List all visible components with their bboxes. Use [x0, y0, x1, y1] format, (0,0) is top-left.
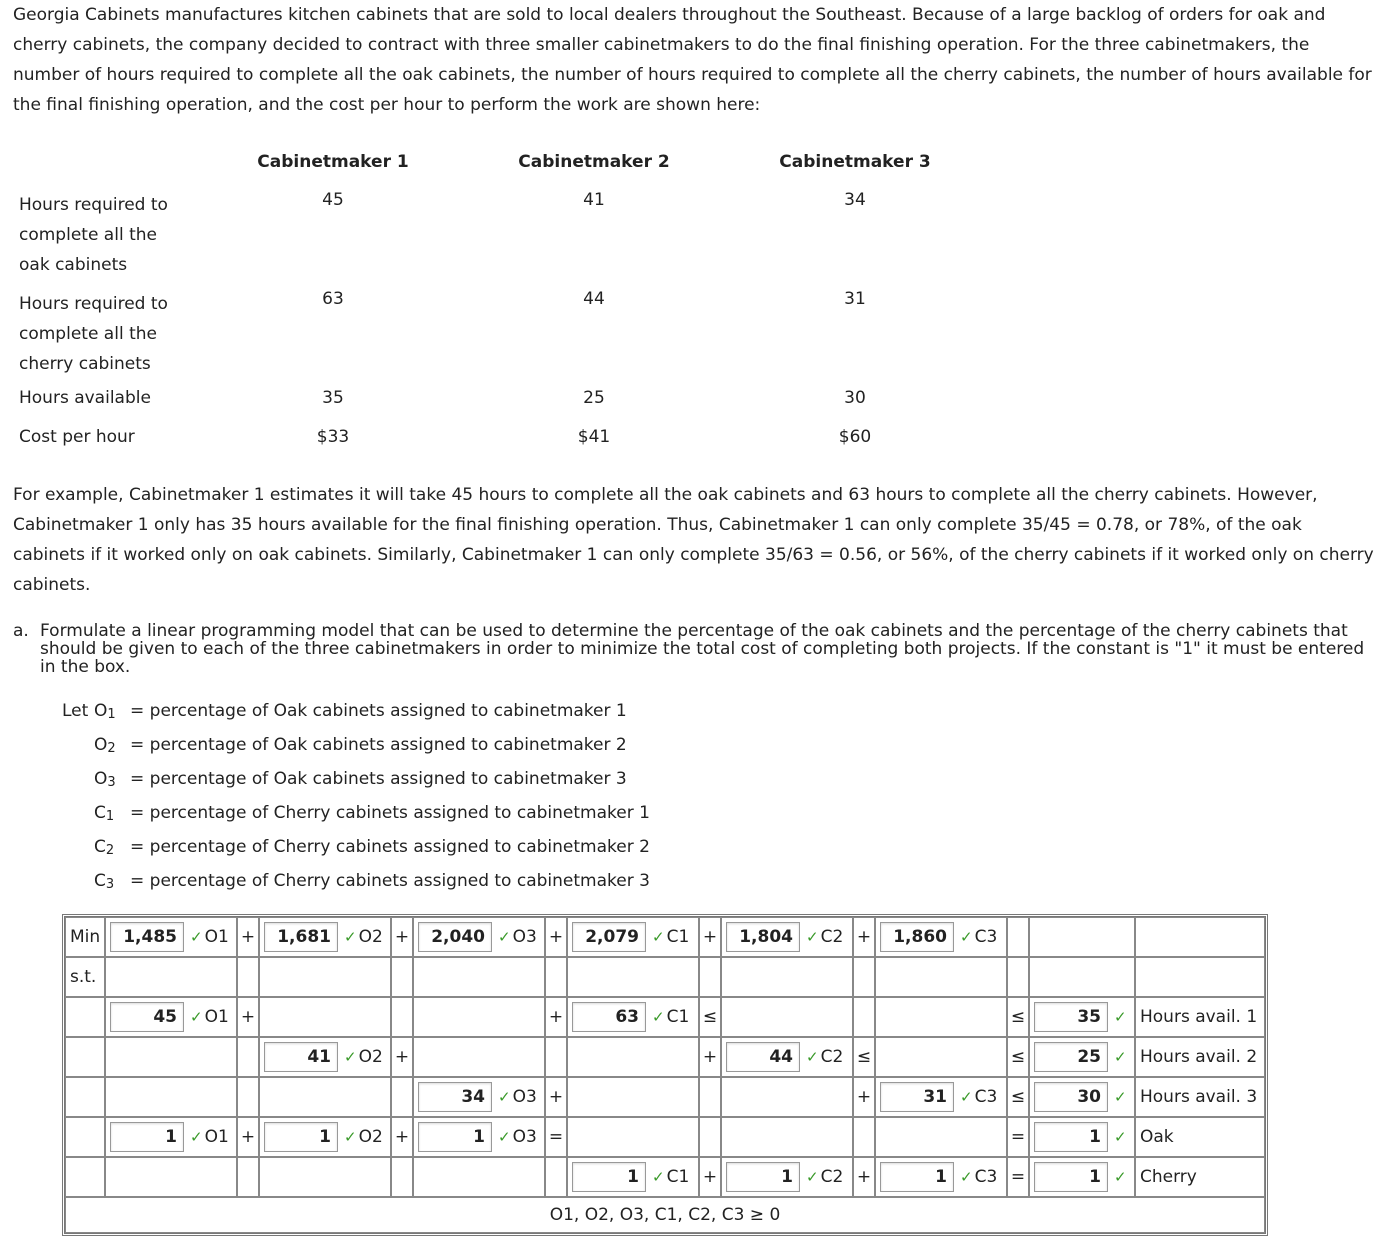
nonnegativity-constraint: O1, O2, O3, C1, C2, C3 ≥ 0	[65, 1197, 1265, 1233]
var-name: C3	[974, 927, 998, 947]
rhs-cell	[1029, 1117, 1135, 1157]
check-icon: ✓	[498, 1088, 511, 1106]
var-name: O3	[512, 1087, 537, 1107]
var-name: O2	[358, 1047, 383, 1067]
var-sub: 1	[105, 809, 115, 824]
check-icon: ✓	[806, 1048, 819, 1066]
plus-sign: +	[237, 1117, 259, 1157]
rhs-input[interactable]: 1	[1034, 1162, 1108, 1192]
constraint-sign: =	[1007, 1117, 1029, 1157]
definition-text: = percentage of Cherry cabinets assigned to cabinetmaker 2	[130, 837, 650, 857]
table-cell: 31	[844, 289, 866, 309]
var-sub: 1	[107, 707, 116, 722]
plus-sign	[545, 1157, 567, 1197]
coefficient-cell	[105, 1117, 237, 1157]
plus-sign	[1007, 917, 1029, 957]
check-icon: ✓	[1114, 1008, 1127, 1026]
empty-cell	[105, 957, 237, 997]
constraint-label: Hours avail. 2	[1135, 1037, 1265, 1077]
empty-cell	[413, 1037, 545, 1077]
empty-cell	[1007, 957, 1029, 997]
variable-label	[975, 1167, 998, 1187]
var-sub: 3	[107, 775, 116, 790]
variable-label	[205, 1127, 229, 1147]
plus-sign: +	[853, 1077, 875, 1117]
row-label-line: oak cabinets	[19, 255, 128, 275]
var-sub: 2	[107, 741, 116, 756]
table-cell: 30	[844, 388, 866, 408]
variable-label	[975, 1087, 998, 1107]
var-name: O3	[512, 927, 537, 947]
coefficient-input[interactable]: 45	[110, 1002, 184, 1032]
coefficient-cell	[875, 1157, 1007, 1197]
table-cell: 34	[844, 190, 866, 210]
coefficient-cell	[875, 917, 1007, 957]
check-icon: ✓	[652, 1168, 665, 1186]
var-letter: C	[94, 871, 106, 891]
rhs-cell	[1029, 997, 1135, 1037]
empty-cell	[545, 957, 567, 997]
coefficient-cell	[259, 1117, 391, 1157]
constraint-label: Cherry	[1135, 1157, 1265, 1197]
row-label-hours-available: Hours available	[19, 388, 151, 408]
empty-cell	[391, 957, 413, 997]
empty-cell	[699, 957, 721, 997]
variable-symbol	[94, 830, 114, 868]
header-cabinetmaker-1: Cabinetmaker 1	[257, 152, 409, 172]
plus-sign: +	[545, 917, 567, 957]
definition-text: = percentage of Oak cabinets assigned to cabinetmaker 1	[130, 701, 627, 721]
empty-cell	[567, 1077, 699, 1117]
coefficient-input[interactable]: 31	[880, 1082, 954, 1112]
plus-sign	[391, 1077, 413, 1117]
variable-label	[667, 927, 690, 947]
coefficient-cell	[567, 917, 699, 957]
table-cell: 41	[583, 190, 605, 210]
variable-label	[667, 1007, 690, 1027]
variable-label	[359, 1127, 383, 1147]
plus-sign: +	[237, 917, 259, 957]
empty-cell	[721, 1077, 853, 1117]
plus-sign	[545, 1037, 567, 1077]
coefficient-input[interactable]: 1,681	[264, 922, 338, 952]
check-icon: ✓	[190, 1128, 203, 1146]
empty-cell	[65, 1157, 105, 1197]
empty-cell	[259, 957, 391, 997]
check-icon: ✓	[344, 1048, 357, 1066]
table-cell: $33	[316, 427, 350, 447]
empty-cell	[65, 1077, 105, 1117]
objective-row	[65, 917, 1265, 957]
st-row	[65, 957, 1265, 997]
check-icon: ✓	[1114, 1088, 1127, 1106]
variable-label	[821, 1167, 844, 1187]
coefficient-cell	[567, 1157, 699, 1197]
variable-label	[667, 1167, 690, 1187]
variable-symbol	[94, 796, 114, 834]
definition-text: = percentage of Oak cabinets assigned to cabinetmaker 2	[130, 735, 627, 755]
rhs-input[interactable]: 30	[1034, 1082, 1108, 1112]
coefficient-cell	[105, 917, 237, 957]
var-name: O1	[204, 927, 229, 947]
coefficient-input[interactable]: 1,860	[880, 922, 954, 952]
var-name: C2	[820, 927, 844, 947]
empty-cell	[1029, 917, 1135, 957]
empty-cell	[1135, 917, 1265, 957]
variable-label	[359, 1047, 383, 1067]
coefficient-input[interactable]: 2,040	[418, 922, 492, 952]
constraint-row	[65, 1037, 1265, 1077]
check-icon: ✓	[1114, 1168, 1127, 1186]
coefficient-input[interactable]: 1	[880, 1162, 954, 1192]
plus-sign	[853, 1117, 875, 1157]
question-a-label: a.	[13, 621, 29, 641]
nonneg-row	[65, 1197, 1265, 1233]
empty-cell	[65, 1117, 105, 1157]
rhs-cell	[1029, 1077, 1135, 1117]
empty-cell	[567, 1117, 699, 1157]
var-name: C1	[666, 1167, 690, 1187]
empty-cell	[259, 997, 391, 1037]
coefficient-input[interactable]: 2,079	[572, 922, 646, 952]
plus-sign: +	[853, 917, 875, 957]
plus-sign	[237, 1157, 259, 1197]
constraint-sign: ≤	[1007, 1077, 1029, 1117]
var-name: C1	[666, 1007, 690, 1027]
coefficient-input[interactable]: 1	[110, 1122, 184, 1152]
coefficient-cell	[567, 997, 699, 1037]
empty-cell	[413, 957, 545, 997]
coefficient-input[interactable]: 1,804	[726, 922, 800, 952]
min-label: Min	[65, 917, 105, 957]
constraint-row	[65, 1077, 1265, 1117]
variable-label	[975, 927, 998, 947]
constraint-label: Hours avail. 1	[1135, 997, 1265, 1037]
row-label-line: Hours required to	[19, 294, 168, 314]
constraint-row	[65, 1157, 1265, 1197]
var-name: C2	[820, 1167, 844, 1187]
check-icon: ✓	[498, 928, 511, 946]
empty-cell	[237, 957, 259, 997]
empty-cell	[105, 1077, 237, 1117]
row-label-line: complete all the	[19, 225, 157, 245]
table-cell: 25	[583, 388, 605, 408]
lp-model-table	[62, 914, 1268, 1236]
var-name: O1	[204, 1127, 229, 1147]
var-name: C3	[974, 1167, 998, 1187]
coefficient-input[interactable]: 1	[264, 1122, 338, 1152]
variable-label	[359, 927, 383, 947]
plus-sign: +	[545, 997, 567, 1037]
empty-cell	[567, 1037, 699, 1077]
empty-cell	[875, 1037, 1007, 1077]
plus-sign: +	[391, 1117, 413, 1157]
let-label: Let	[62, 701, 89, 721]
check-icon: ✓	[960, 1168, 973, 1186]
coefficient-cell	[721, 1037, 853, 1077]
plus-sign	[391, 997, 413, 1037]
definition-row	[62, 728, 762, 762]
row-label-line: complete all the	[19, 324, 157, 344]
coefficient-input[interactable]: 63	[572, 1002, 646, 1032]
empty-cell	[721, 997, 853, 1037]
coefficient-cell	[413, 1117, 545, 1157]
header-cabinetmaker-3: Cabinetmaker 3	[779, 152, 931, 172]
variable-definitions	[62, 694, 762, 898]
coefficient-input[interactable]: 1	[726, 1162, 800, 1192]
row-label-line: cherry cabinets	[19, 354, 151, 374]
plus-sign: +	[545, 1077, 567, 1117]
coefficient-cell	[105, 997, 237, 1037]
empty-cell	[1135, 957, 1265, 997]
empty-cell	[875, 957, 1007, 997]
def-text: percentage of Cherry cabinets assigned to cabinetmaker 1	[149, 803, 650, 823]
rhs-input[interactable]: 25	[1034, 1042, 1108, 1072]
constraint-sign: ≤	[699, 997, 721, 1037]
plus-sign: +	[699, 917, 721, 957]
plus-sign: +	[699, 1157, 721, 1197]
variable-symbol	[94, 694, 116, 732]
var-letter: O	[94, 769, 108, 789]
plus-sign	[391, 1157, 413, 1197]
var-name: O3	[512, 1127, 537, 1147]
var-sub: 2	[105, 843, 115, 858]
var-letter: O	[94, 735, 108, 755]
definition-text: = percentage of Cherry cabinets assigned to cabinetmaker 1	[130, 803, 650, 823]
table-cell: 44	[583, 289, 605, 309]
coefficient-cell	[875, 1077, 1007, 1117]
constraint-label: Oak	[1135, 1117, 1265, 1157]
var-name: C3	[974, 1087, 998, 1107]
variable-label	[205, 927, 229, 947]
coefficient-input[interactable]: 34	[418, 1082, 492, 1112]
check-icon: ✓	[806, 928, 819, 946]
plus-sign	[237, 1037, 259, 1077]
plus-sign	[237, 1077, 259, 1117]
empty-cell	[721, 1117, 853, 1157]
coefficient-input[interactable]: 1	[572, 1162, 646, 1192]
definition-row	[62, 694, 762, 728]
check-icon: ✓	[960, 1088, 973, 1106]
check-icon: ✓	[190, 1008, 203, 1026]
empty-cell	[259, 1077, 391, 1117]
plus-sign	[699, 1117, 721, 1157]
variable-label	[821, 1047, 844, 1067]
row-label-line: Hours required to	[19, 195, 168, 215]
variable-label	[205, 1007, 229, 1027]
variable-label	[821, 927, 844, 947]
st-label: s.t.	[65, 957, 105, 997]
coefficient-input[interactable]: 1,485	[110, 922, 184, 952]
row-label-cost-per-hour: Cost per hour	[19, 427, 135, 447]
variable-symbol	[94, 728, 116, 766]
table-cell: 35	[322, 388, 344, 408]
var-name: O1	[204, 1007, 229, 1027]
plus-sign: +	[391, 917, 413, 957]
coefficient-input[interactable]: 41	[264, 1042, 338, 1072]
plus-sign: +	[853, 1157, 875, 1197]
empty-cell	[65, 1037, 105, 1077]
var-sub: 3	[105, 877, 115, 892]
var-name: O2	[358, 1127, 383, 1147]
coefficient-cell	[259, 1037, 391, 1077]
coefficient-input[interactable]: 1	[418, 1122, 492, 1152]
check-icon: ✓	[960, 928, 973, 946]
check-icon: ✓	[652, 928, 665, 946]
def-text: percentage of Oak cabinets assigned to cabinetmaker 2	[149, 735, 627, 755]
constraint-sign: =	[1007, 1157, 1029, 1197]
empty-cell	[1029, 957, 1135, 997]
variable-label	[513, 927, 537, 947]
rhs-input[interactable]: 1	[1034, 1122, 1108, 1152]
check-icon: ✓	[806, 1168, 819, 1186]
constraint-label: Hours avail. 3	[1135, 1077, 1265, 1117]
def-text: percentage of Oak cabinets assigned to cabinetmaker 1	[149, 701, 627, 721]
def-text: percentage of Cherry cabinets assigned to cabinetmaker 3	[149, 871, 650, 891]
constraint-row	[65, 1117, 1265, 1157]
empty-cell	[105, 1037, 237, 1077]
definition-text: = percentage of Cherry cabinets assigned to cabinetmaker 3	[130, 871, 650, 891]
var-name: C2	[820, 1047, 844, 1067]
plus-sign	[853, 997, 875, 1037]
check-icon: ✓	[1114, 1128, 1127, 1146]
empty-cell	[65, 997, 105, 1037]
example-paragraph: For example, Cabinetmaker 1 estimates it will take 45 hours to complete all the oak cabinets and 63 hours to complete all the cherry cabinets. However, Cabinetmaker 1 only has 35 hours available for the final finishing operation. Thus, Cabinetmaker 1 can only complete 35/45 = 0.78, or 78%, of the oak cabinets if it worked only on oak cabinets. Similarly, Cabinetmaker 1 can only complete 35/63 = 0.56, or 56%, of the cherry cabinets if it worked only on cherry cabinets.	[13, 485, 1374, 595]
def-text: percentage of Cherry cabinets assigned to cabinetmaker 2	[149, 837, 650, 857]
check-icon: ✓	[652, 1008, 665, 1026]
empty-cell	[875, 997, 1007, 1037]
definition-row	[62, 830, 762, 864]
plus-sign: +	[237, 997, 259, 1037]
empty-cell	[853, 957, 875, 997]
var-letter: C	[94, 837, 106, 857]
var-name: O2	[358, 927, 383, 947]
definition-row	[62, 864, 762, 898]
variable-label	[513, 1087, 537, 1107]
constraint-sign: ≤	[1007, 1037, 1029, 1077]
row-label-cherry-hours	[19, 289, 168, 379]
variable-symbol	[94, 762, 116, 800]
variable-symbol	[94, 864, 114, 902]
empty-cell	[875, 1117, 1007, 1157]
table-cell: 45	[322, 190, 344, 210]
coefficient-cell	[721, 1157, 853, 1197]
rhs-cell	[1029, 1037, 1135, 1077]
plus-sign	[699, 1077, 721, 1117]
rhs-input[interactable]: 35	[1034, 1002, 1108, 1032]
rhs-cell	[1029, 1157, 1135, 1197]
table-cell: 63	[322, 289, 344, 309]
plus-sign: +	[391, 1037, 413, 1077]
constraint-sign: ≤	[853, 1037, 875, 1077]
check-icon: ✓	[1114, 1048, 1127, 1066]
coefficient-cell	[413, 1077, 545, 1117]
variable-label	[513, 1127, 537, 1147]
table-cell: $60	[838, 427, 872, 447]
empty-cell	[259, 1157, 391, 1197]
definition-text: = percentage of Oak cabinets assigned to cabinetmaker 3	[130, 769, 627, 789]
definition-row	[62, 796, 762, 830]
check-icon: ✓	[190, 928, 203, 946]
row-label-oak-hours	[19, 190, 168, 280]
intro-paragraph: Georgia Cabinets manufactures kitchen cabinets that are sold to local dealers throughout the Southeast. Because of a large backlog of orders for oak and cherry cabinets, the company decided to contract with three smaller cabinetmakers to do the final finishing operation. For the three cabinetmakers, the number of hours required to complete all the oak cabinets, the number of hours required to complete all the cherry cabinets, the number of hours available for the final finishing operation, and the cost per hour to perform the work are shown here:	[13, 5, 1372, 115]
table-cell: $41	[577, 427, 611, 447]
check-icon: ✓	[498, 1128, 511, 1146]
coefficient-cell	[413, 917, 545, 957]
plus-sign: +	[699, 1037, 721, 1077]
check-icon: ✓	[344, 1128, 357, 1146]
constraint-sign: ≤	[1007, 997, 1029, 1037]
var-letter: O	[94, 701, 108, 721]
check-icon: ✓	[344, 928, 357, 946]
header-cabinetmaker-2: Cabinetmaker 2	[518, 152, 670, 172]
empty-cell	[567, 957, 699, 997]
empty-cell	[413, 1157, 545, 1197]
coefficient-cell	[259, 917, 391, 957]
empty-cell	[105, 1157, 237, 1197]
var-letter: C	[94, 803, 106, 823]
def-text: percentage of Oak cabinets assigned to cabinetmaker 3	[149, 769, 627, 789]
coefficient-input[interactable]: 44	[726, 1042, 800, 1072]
question-a-text: Formulate a linear programming model that can be used to determine the percentage of the oak cabinets and the percentage of the cherry cabinets that should be given to each of the three cabinetmakers in order to minimize the total cost of completing both projects. If the constant is "1" it must be entered in the box.	[40, 621, 1365, 677]
empty-cell	[413, 997, 545, 1037]
coefficient-cell	[721, 917, 853, 957]
var-name: C1	[666, 927, 690, 947]
constraint-sign: =	[545, 1117, 567, 1157]
constraint-row	[65, 997, 1265, 1037]
empty-cell	[721, 957, 853, 997]
definition-row	[62, 762, 762, 796]
